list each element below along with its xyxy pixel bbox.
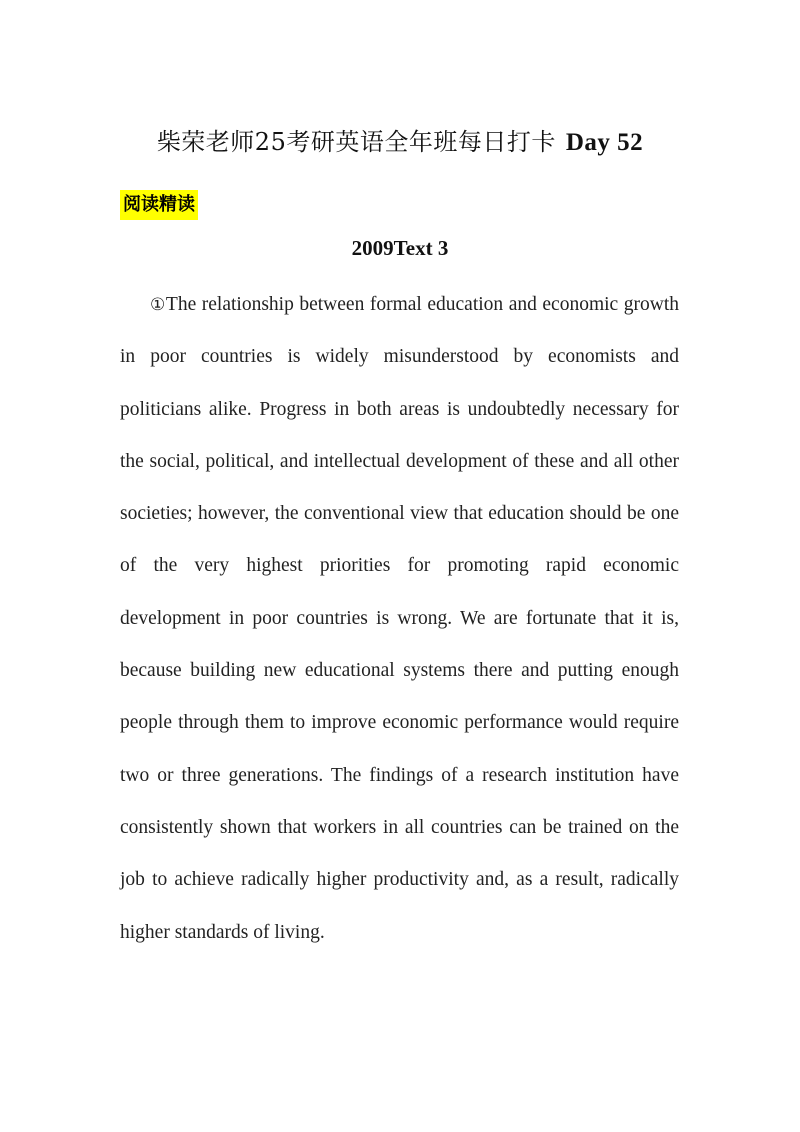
- document-title-day: Day 52: [565, 129, 644, 156]
- paragraph-1-text: The relationship between formal education and economic growth in poor countries is widely misunderstood by economists and politicians alike. Progress in both areas is undoubtedly necessary for the social, political, and intellectual development of these and all other societies; however, the conventional view that education should be one of the very highest priorities for promoting rapid economic development in poor countries is wrong. We are fortunate that it is, because building new educational systems there and putting enough people through them to improve economic performance would require two or three generations. The findings of a research institution have consistently shown that workers in all countries can be trained on the job to achieve radically higher productivity and, as a result, radically higher standards of living.: [120, 294, 679, 943]
- document-title: [0, 122, 800, 157]
- paragraph-1: [120, 279, 679, 959]
- text-heading: 2009Text 3: [351, 236, 449, 260]
- section-label-highlighted: 阅读精读: [120, 190, 198, 220]
- paragraph-number-marker: ①: [150, 295, 166, 315]
- document-title-chinese: 柴荣老师25考研英语全年班每日打卡: [156, 128, 556, 156]
